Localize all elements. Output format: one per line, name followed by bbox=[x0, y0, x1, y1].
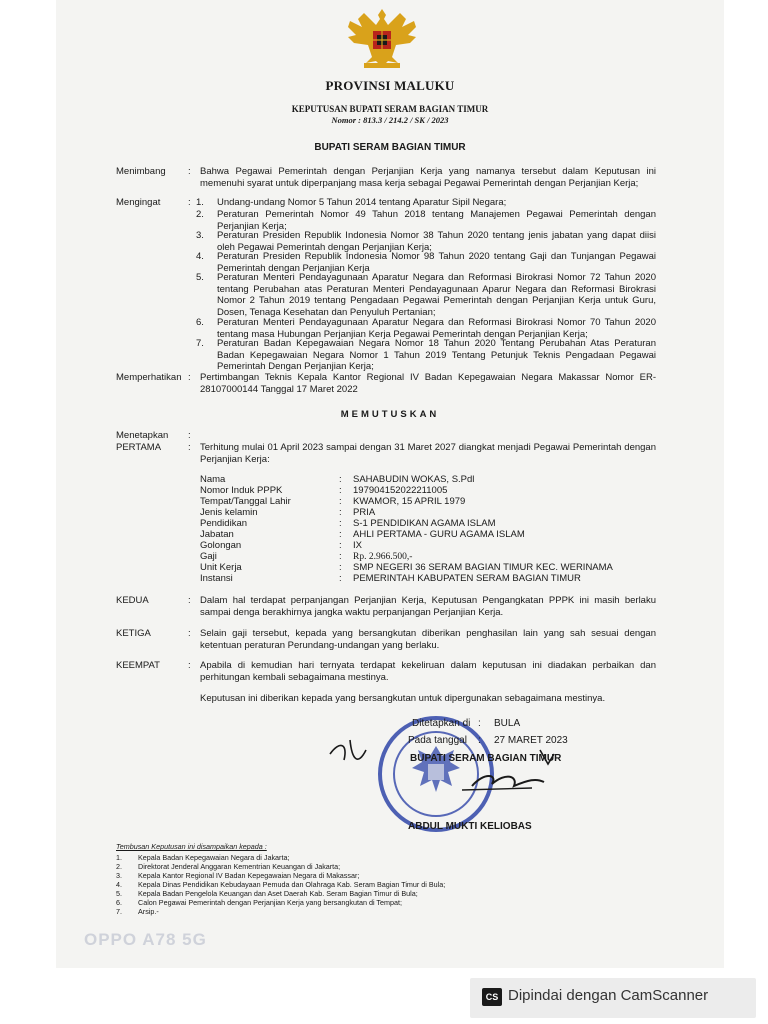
date-value: 27 MARET 2023 bbox=[494, 735, 568, 746]
keempat-label: KEEMPAT bbox=[116, 660, 160, 671]
place-label: Ditetapkan di bbox=[412, 718, 471, 729]
memperhatikan-text: Pertimbangan Teknis Kepala Kantor Regional IV Badan Kepegawaian Negara Makassar Nomor ER-28107000144 Tanggal 17 Maret 2022 bbox=[200, 372, 656, 395]
menetapkan-label: Menetapkan bbox=[116, 430, 169, 441]
mengingat-item: Peraturan Menteri Pendayagunaan Aparatur Negara dan Reformasi Birokrasi Nomor 72 Tahun 2020 tentang Perubahan atas Peraturan Menteri Pendayagunaan Aparur Negara dan Reformasi Birokrasi Nomor 2 Tahun 2019 tentang Pengadaan Pegawai Pemerintah dengan Perjanjian Kerja untuk Guru, Dosen, Tenaga Kesehatan dan Penyuluh Pertanian; bbox=[217, 272, 656, 318]
kedua-label: KEDUA bbox=[116, 595, 149, 606]
place-value: BULA bbox=[494, 718, 521, 729]
tembusan-title: Tembusan Keputusan ini disampaikan kepada : bbox=[116, 842, 267, 851]
employee-label: Tempat/Tanggal Lahir bbox=[200, 496, 291, 507]
colon: : bbox=[339, 540, 342, 551]
camscanner-logo-icon: CS bbox=[482, 988, 502, 1006]
tembusan-num: 3. bbox=[116, 871, 122, 880]
employee-label: Instansi bbox=[200, 573, 233, 584]
camscanner-text: Dipindai dengan CamScanner bbox=[508, 987, 709, 1004]
garuda-emblem-icon bbox=[342, 5, 422, 71]
mengingat-item: Peraturan Badan Kepegawaian Negara Nomor 18 Tahun 2020 Tentang Perubahan Atas Peraturan Badan Kepegawaian Negara Nomor 1 Tahun 2019 Tentang Petunjuk Teknis Pengadaan Pegawai Pemerintah Dengan Perjanjian Kerja; bbox=[217, 338, 656, 373]
colon: : bbox=[339, 507, 342, 518]
tembusan-item: Kepala Badan Pengelola Keuangan dan Aset Daerah Kab. Seram Bagian Timur di Bula; bbox=[138, 889, 418, 898]
mengingat-num: 2. bbox=[196, 209, 204, 220]
tembusan-item: Kepala Dinas Pendidikan Kebudayaan Pemuda dan Olahraga Kab. Seram Bagian Timur di Bula; bbox=[138, 880, 446, 889]
colon: : bbox=[188, 628, 191, 639]
colon: : bbox=[339, 518, 342, 529]
colon: : bbox=[339, 485, 342, 496]
employee-value: S-1 PENDIDIKAN AGAMA ISLAM bbox=[353, 518, 496, 529]
mengingat-item: Peraturan Presiden Republik Indonesia Nomor 98 Tahun 2020 tentang Gaji dan Tunjangan Pegawai Pemerintah dengan Perjanjian Kerja bbox=[217, 251, 656, 274]
employee-label: Pendidikan bbox=[200, 518, 248, 529]
menimbang-label: Menimbang bbox=[116, 166, 166, 177]
memperhatikan-label: Memperhatikan bbox=[116, 372, 182, 383]
tembusan-item: Calon Pegawai Pemerintah dengan Perjanjian Kerja yang bersangkutan di Tempat; bbox=[138, 898, 402, 907]
colon: : bbox=[339, 474, 342, 485]
province-title: PROVINSI MALUKU bbox=[325, 78, 455, 93]
tembusan-item: Direktorat Jenderal Anggaran Kementrian Keuangan di Jakarta; bbox=[138, 862, 341, 871]
decree-number: Nomor : 813.3 / 214.2 / SK / 2023 bbox=[331, 115, 449, 125]
employee-label: Golongan bbox=[200, 540, 242, 551]
employee-label: Gaji bbox=[200, 551, 217, 562]
date-label: Pada tanggal bbox=[408, 735, 467, 746]
mengingat-num: 4. bbox=[196, 251, 204, 262]
employee-value: SAHABUDIN WOKAS, S.Pdl bbox=[353, 474, 475, 485]
ketiga-label: KETIGA bbox=[116, 628, 151, 639]
pertama-text: Terhitung mulai 01 April 2023 sampai dengan 31 Maret 2027 diangkat menjadi Pegawai Pemerintah dengan Perjanjian Kerja: bbox=[200, 442, 656, 465]
employee-value: AHLI PERTAMA - GURU AGAMA ISLAM bbox=[353, 529, 525, 540]
employee-value: 197904152022211005 bbox=[353, 485, 448, 496]
mengingat-num: 5. bbox=[196, 272, 204, 283]
decree-title: KEPUTUSAN BUPATI SERAM BAGIAN TIMUR bbox=[291, 104, 489, 114]
colon: : bbox=[188, 595, 191, 606]
tembusan-item: Kepala Badan Kepegawaian Negara di Jakarta; bbox=[138, 853, 290, 862]
ketiga-text: Selain gaji tersebut, kepada yang bersangkutan diberikan penghasilan lain yang sah sesuai dengan ketentuan peraturan Perundang-undangan yang berlaku. bbox=[200, 628, 656, 651]
tembusan-item: Arsip.- bbox=[138, 907, 159, 916]
colon: : bbox=[188, 442, 191, 453]
mengingat-num: 3. bbox=[196, 230, 204, 241]
mengingat-item: Peraturan Presiden Republik Indonesia Nomor 38 Tahun 2020 tentang jenis jabatan yang dapat diisi oleh Pegawai Pemerintah dengan Perjanjian Kerja; bbox=[217, 230, 656, 253]
official-title: BUPATI SERAM BAGIAN TIMUR bbox=[314, 142, 466, 153]
mengingat-num: 7. bbox=[196, 338, 204, 349]
tembusan-num: 4. bbox=[116, 880, 122, 889]
tembusan-num: 1. bbox=[116, 853, 122, 862]
colon: : bbox=[188, 430, 191, 441]
tembusan-item: Kepala Kantor Regional IV Badan Kepegawaian Negara di Makassar; bbox=[138, 871, 360, 880]
signatory-title: BUPATI SERAM BAGIAN TIMUR bbox=[410, 753, 562, 764]
employee-value: PEMERINTAH KABUPATEN SERAM BAGIAN TIMUR bbox=[353, 573, 581, 584]
mengingat-item: Peraturan Menteri Pendayagunaan Aparatur Negara dan Reformasi Birokrasi Nomor 70 Tahun 2020 tentang masa Hubungan Perjanjian Kerja Pegawai Pemerintah dengan Perjanjian Kerja; bbox=[217, 317, 656, 340]
employee-value: Rp. 2.966.500,- bbox=[353, 552, 413, 562]
colon: : bbox=[339, 551, 342, 562]
keempat-text: Apabila di kemudian hari ternyata terdapat kekeliruan dalam keputusan ini diadakan perbaikan dan perhitungan kembali sebagaimana mestinya. bbox=[200, 660, 656, 683]
colon: : bbox=[478, 735, 481, 746]
menimbang-text: Bahwa Pegawai Pemerintah dengan Perjanjian Kerja yang namanya tersebut dalam Keputusan ini memenuhi syarat untuk diperpanjang masa kerja sebagai Pegawai Pemerintah dengan Perjanjian Kerja; bbox=[200, 166, 656, 189]
employee-value: IX bbox=[353, 540, 362, 551]
mengingat-num: 1. bbox=[196, 197, 204, 208]
tembusan-num: 5. bbox=[116, 889, 122, 898]
colon: : bbox=[339, 562, 342, 573]
employee-label: Jabatan bbox=[200, 529, 234, 540]
mengingat-item: Undang-undang Nomor 5 Tahun 2014 tentang Aparatur Sipil Negara; bbox=[217, 197, 507, 208]
colon: : bbox=[188, 372, 191, 383]
colon: : bbox=[188, 166, 191, 177]
closing-text: Keputusan ini diberikan kepada yang bersangkutan untuk dipergunakan sebagaimana mestinya. bbox=[200, 693, 606, 704]
camera-watermark: OPPO A78 5G bbox=[84, 930, 207, 949]
colon: : bbox=[478, 718, 481, 729]
employee-value: PRIA bbox=[353, 507, 376, 518]
mengingat-item: Peraturan Pemerintah Nomor 49 Tahun 2018 tentang Manajemen Pegawai Pemerintah dengan Perjanjian Kerja; bbox=[217, 209, 656, 232]
tembusan-num: 2. bbox=[116, 862, 122, 871]
decision-heading: MEMUTUSKAN bbox=[340, 409, 440, 420]
mengingat-num: 6. bbox=[196, 317, 204, 328]
colon: : bbox=[188, 197, 191, 208]
employee-label: Nomor Induk PPPK bbox=[200, 485, 283, 496]
employee-value: KWAMOR, 15 APRIL 1979 bbox=[353, 496, 466, 507]
tembusan-num: 7. bbox=[116, 907, 122, 916]
mengingat-label: Mengingat bbox=[116, 197, 161, 208]
colon: : bbox=[188, 660, 191, 671]
colon: : bbox=[339, 529, 342, 540]
colon: : bbox=[339, 573, 342, 584]
employee-value: SMP NEGERI 36 SERAM BAGIAN TIMUR KEC. WERINAMA bbox=[353, 562, 613, 573]
employee-label: Nama bbox=[200, 474, 226, 485]
colon: : bbox=[339, 496, 342, 507]
pertama-label: PERTAMA bbox=[116, 442, 162, 453]
signatory-name: ABDUL MUKTI KELIOBAS bbox=[408, 821, 532, 832]
kedua-text: Dalam hal terdapat perpanjangan Perjanjian Kerja, Keputusan Pengangkatan PPPK ini masih berlaku sampai denga berakhirnya jangka waktu perpanjangan Perjanjian Kerja. bbox=[200, 595, 656, 618]
employee-label: Unit Kerja bbox=[200, 562, 242, 573]
tembusan-num: 6. bbox=[116, 898, 122, 907]
employee-label: Jenis kelamin bbox=[200, 507, 258, 518]
